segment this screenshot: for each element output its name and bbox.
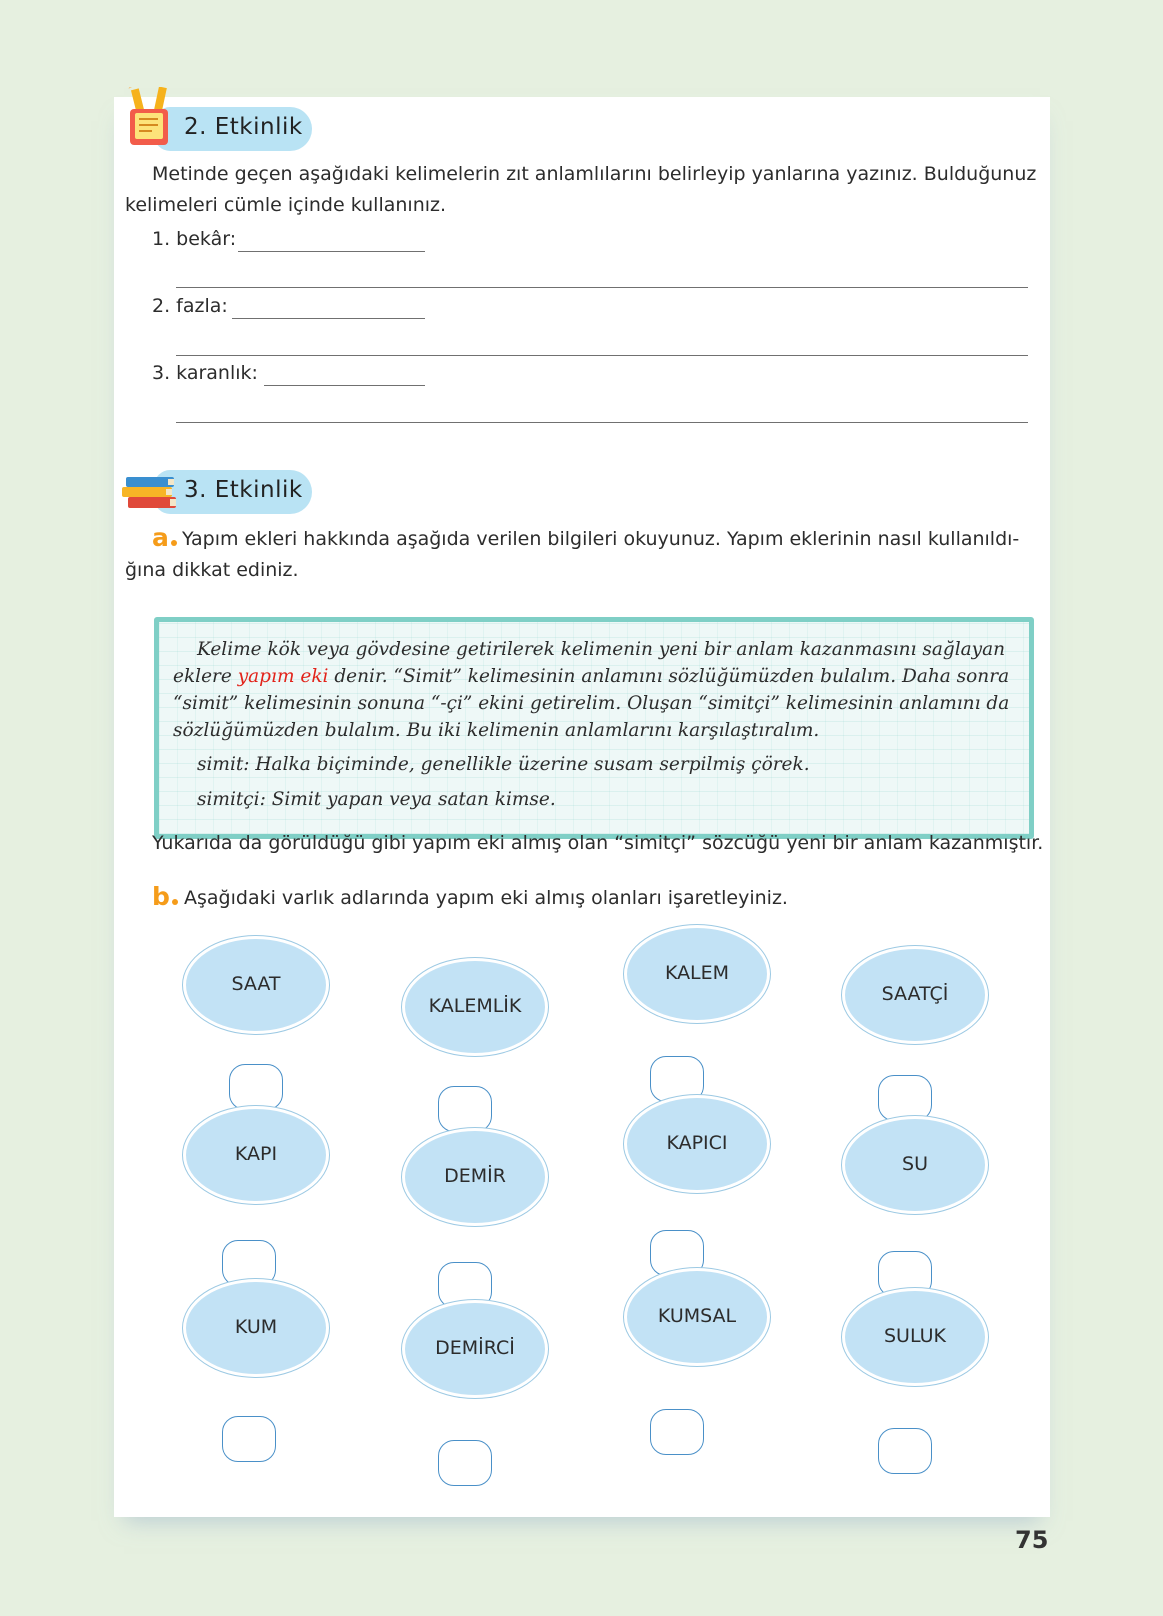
page-number: 75: [1015, 1526, 1049, 1554]
activity2-instruction-line1: Metinde geçen aşağıdaki kelimelerin zıt anlamlılarını belirleyip yanlarına yazınız. Bulduğunuz: [152, 163, 1037, 185]
word-label: KUM: [234, 1316, 278, 1338]
checkbox-suluk[interactable]: [878, 1428, 932, 1474]
activity2-instruction-line2: kelimeleri cümle içinde kullanınız.: [125, 194, 447, 216]
checkbox-saat[interactable]: [229, 1064, 283, 1110]
checkbox-kalemlik[interactable]: [438, 1086, 492, 1132]
item3-antonym-line[interactable]: [264, 385, 425, 386]
info-line1: Kelime kök veya gövdesine getirilerek kelimenin yeni bir anlam kazanmasını sağlayan: [197, 639, 1006, 660]
info-def-simitci: simitçi: Simit yapan veya satan kimse.: [197, 789, 556, 810]
part-a-instruction-line1: Yapım ekleri hakkında aşağıda verilen bilgileri okuyunuz. Yapım eklerinin nasıl kullanıldı-: [182, 528, 1020, 550]
item2-label: 2. fazla:: [152, 295, 228, 317]
item3-label: 3. karanlık:: [152, 362, 258, 384]
item1-sentence-line[interactable]: [176, 287, 1028, 288]
checkbox-demirci[interactable]: [438, 1440, 492, 1486]
checkbox-kalem[interactable]: [650, 1056, 704, 1102]
word-label: SAATÇİ: [881, 983, 949, 1005]
worksheet-page: [114, 97, 1050, 1517]
pencil-cup-icon: [122, 87, 182, 153]
word-label: KUMSAL: [657, 1305, 737, 1327]
word-label: KALEM: [664, 962, 730, 984]
word-label: KALEMLİK: [428, 995, 522, 1017]
word-label: DEMİRCİ: [435, 1337, 515, 1359]
conclusion-text: Yukarıda da görüldüğü gibi yapım eki almış olan “simitçi” sözcüğü yeni bir anlam kazanmıştır.: [152, 832, 1044, 854]
checkbox-kum[interactable]: [222, 1416, 276, 1462]
item2-sentence-line[interactable]: [176, 355, 1028, 356]
info-box: [154, 617, 1034, 839]
item1-label: 1. bekâr:: [152, 228, 237, 250]
part-a-marker: a: [152, 523, 169, 552]
word-label: DEMİR: [444, 1165, 506, 1187]
item3-sentence-line[interactable]: [176, 422, 1028, 423]
activity3-title: 3. Etkinlik: [184, 477, 303, 503]
checkbox-kapici[interactable]: [650, 1230, 704, 1276]
info-line4: sözlüğümüzden bulalım. Bu iki kelimenin anlamlarını karşılaştıralım.: [173, 720, 820, 741]
word-label: SULUK: [884, 1325, 946, 1347]
info-def-simit: simit: Halka biçiminde, genellikle üzerine susam serpilmiş çörek.: [197, 754, 810, 775]
part-b-instruction: Aşağıdaki varlık adlarında yapım eki almış olanları işaretleyiniz.: [184, 887, 788, 909]
info-line2: eklere yapım eki denir. “Simit” kelimesinin anlamını sözlüğümüzden bulalım. Daha sonra: [173, 666, 1010, 687]
word-label: KAPICI: [666, 1132, 728, 1154]
item1-antonym-line[interactable]: [238, 251, 425, 252]
info-line3: “simit” kelimesinin sonuna “-çi” ekini getirelim. Oluşan “simitçi” kelimesinin anlamını da: [173, 693, 1010, 714]
checkbox-saatci[interactable]: [878, 1075, 932, 1121]
checkbox-demir[interactable]: [438, 1262, 492, 1308]
part-b-marker: b: [152, 882, 170, 911]
checkbox-su[interactable]: [878, 1251, 932, 1297]
checkbox-kapi[interactable]: [222, 1240, 276, 1286]
checkbox-kumsal[interactable]: [650, 1409, 704, 1455]
activity2-title: 2. Etkinlik: [184, 114, 303, 140]
item2-antonym-line[interactable]: [232, 318, 425, 319]
word-label: KAPI: [234, 1143, 278, 1165]
part-a-instruction-line2: ğına dikkat ediniz.: [125, 559, 299, 581]
highlight-yapim-eki: yapım eki: [237, 666, 329, 687]
word-label: SU: [902, 1153, 928, 1175]
book-stack-icon: [122, 475, 182, 511]
word-label: SAAT: [231, 973, 281, 995]
